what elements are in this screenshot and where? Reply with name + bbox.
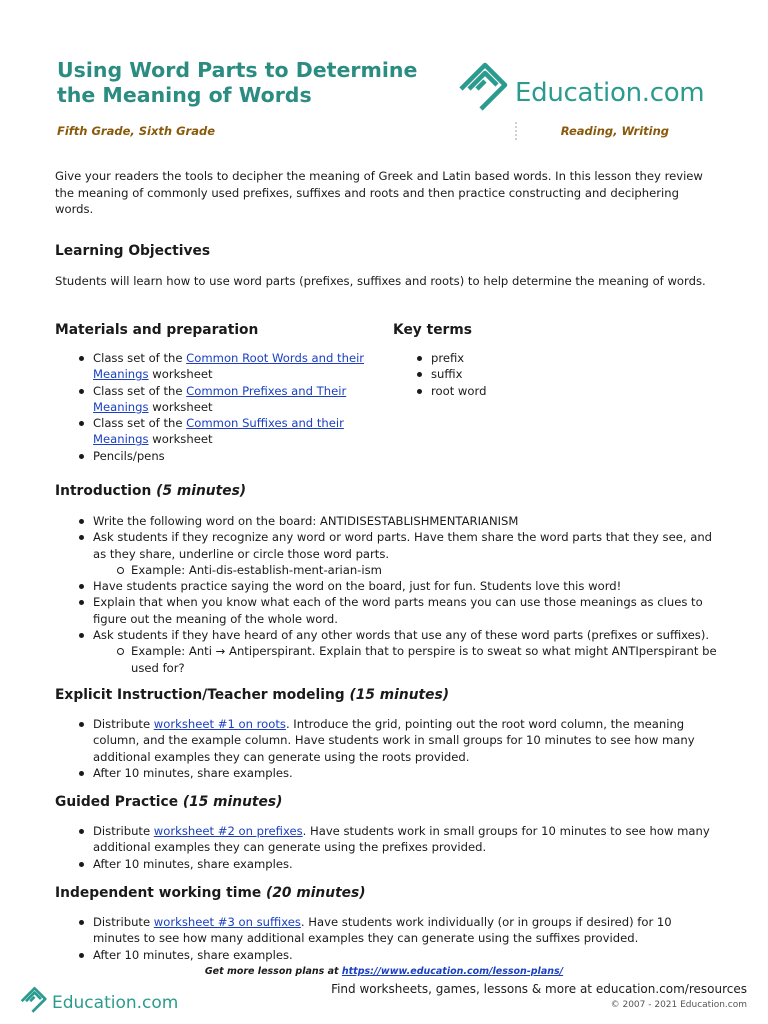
list-item: Class set of the Common Prefixes and Their Meanings worksheet — [55, 383, 385, 416]
list-item: Ask students if they recognize any word or word parts. Have them share the word parts that they see, and as they share, underline or circle those word parts. Example: Anti-dis-establish-ment-arian-ism — [55, 529, 720, 578]
guided-practice-heading: Guided Practice (15 minutes) — [55, 794, 283, 810]
list-item: After 10 minutes, share examples. — [55, 765, 720, 781]
explicit-instruction-list — [55, 716, 720, 781]
materials-heading: Materials and preparation — [55, 322, 259, 338]
duration: (15 minutes) — [182, 794, 283, 810]
education-logo-icon — [18, 984, 50, 1014]
list-item: Class set of the Common Suffixes and their Meanings worksheet — [55, 415, 385, 448]
footer-brand-logo[interactable] — [18, 984, 178, 1014]
footer-brand-name: Education.com — [52, 993, 179, 1013]
list-item: Pencils/pens — [55, 448, 385, 464]
brand-logo[interactable] — [455, 57, 704, 113]
list-item: prefix — [393, 350, 643, 366]
materials-section — [55, 322, 385, 464]
learning-objectives-text: Students will learn how to use word parts (prefixes, suffixes and roots) to help determine the meaning of words. — [55, 274, 706, 288]
introduction-list — [55, 513, 720, 676]
brand-name: Education.com — [515, 78, 705, 108]
list-item: Example: Anti-dis-establish-ment-arian-ism — [55, 562, 720, 578]
list-item: Explain that when you know what each of the word parts means you can use those meanings as clues to figure out the meaning of the whole word. — [55, 594, 720, 627]
duration: (15 minutes) — [349, 687, 449, 703]
lesson-plans-link[interactable]: https://www.education.com/lesson-plans/ — [341, 966, 564, 977]
grade-levels: Fifth Grade, Sixth Grade — [57, 124, 215, 138]
list-item: Distribute worksheet #2 on prefixes. Have students work in small groups for 10 minutes to see how many additional examples they can generate using the prefixes provided. — [55, 823, 720, 856]
lesson-plans-promo: Get more lesson plans at https://www.education.com/lesson-plans/ — [204, 966, 564, 977]
list-item: Class set of the Common Root Words and their Meanings worksheet — [55, 350, 385, 383]
page-title: Using Word Parts to Determine the Meaning of Words — [57, 58, 418, 107]
education-logo-icon — [455, 57, 513, 113]
list-item: root word — [393, 383, 643, 399]
duration: (20 minutes) — [266, 885, 366, 901]
independent-working-section — [55, 885, 720, 963]
learning-objectives-heading: Learning Objectives — [55, 243, 211, 259]
guided-practice-list — [55, 823, 720, 872]
worksheet-1-link[interactable]: worksheet #1 on roots — [153, 717, 286, 731]
introduction-heading: Introduction (5 minutes) — [55, 483, 247, 499]
list-item: Distribute worksheet #1 on roots. Introduce the grid, pointing out the root word column, the meaning column, and the example column. Have students work in small groups for 10 minutes to see how many additional examples they can generate using the roots provided. — [55, 716, 720, 765]
lesson-intro — [55, 168, 715, 218]
worksheet-2-link[interactable]: worksheet #2 on prefixes — [153, 824, 303, 838]
copyright: © 2007 - 2021 Education.com — [610, 1000, 747, 1010]
list-item: After 10 minutes, share examples. — [55, 856, 720, 872]
key-terms-section — [393, 322, 643, 399]
key-terms-heading: Key terms — [393, 322, 472, 338]
worksheet-3-link[interactable]: worksheet #3 on suffixes — [153, 915, 301, 929]
list-item: Example: Anti → Antiperspirant. Explain that to perspire is to sweat so what might ANTIperspirant be used for? — [55, 643, 720, 676]
subjects: Reading, Writing — [560, 124, 669, 138]
root-words-link[interactable]: Common Root Words and their Meanings — [93, 351, 365, 382]
prefixes-link[interactable]: Common Prefixes and Their Meanings — [93, 383, 347, 414]
sub-list — [93, 643, 720, 676]
list-item: Have students practice saying the word on the board, just for fun. Students love this word! — [55, 578, 720, 594]
materials-list — [55, 350, 385, 464]
suffixes-link[interactable]: Common Suffixes and their Meanings — [93, 416, 344, 447]
list-item: After 10 minutes, share examples. — [55, 947, 720, 963]
explicit-instruction-heading: Explicit Instruction/Teacher modeling (15 minutes) — [55, 687, 449, 703]
independent-working-heading: Independent working time (20 minutes) — [55, 885, 366, 901]
duration: (5 minutes) — [156, 483, 247, 499]
sub-list — [93, 562, 720, 578]
lesson-header — [0, 0, 768, 150]
key-terms-list — [393, 350, 643, 399]
intro-paragraph: Give your readers the tools to decipher the meaning of Greek and Latin based words. In this lesson they review the meaning of commonly used prefixes, suffixes and roots and then practice constructing and deciphering words. — [55, 169, 703, 216]
footer-tagline: Find worksheets, games, lessons & more at education.com/resources — [331, 982, 747, 996]
divider — [515, 122, 517, 140]
guided-practice-section — [55, 794, 720, 872]
independent-working-list — [55, 914, 720, 963]
list-item: suffix — [393, 366, 643, 382]
introduction-section — [55, 483, 720, 676]
explicit-instruction-section — [55, 687, 720, 781]
list-item: Write the following word on the board: ANTIDISESTABLISHMENTARIANISM — [55, 513, 720, 529]
learning-objectives-section — [55, 243, 720, 290]
list-item: Ask students if they have heard of any other words that use any of these word parts (prefixes or suffixes). Example: Anti → Antiperspirant. Explain that to perspire is to sweat so what might ANTIperspirant be used for? — [55, 627, 720, 676]
list-item: Distribute worksheet #3 on suffixes. Have students work individually (or in groups if desired) for 10 minutes to see how many additional examples they can generate using the suffixes provided. — [55, 914, 720, 947]
